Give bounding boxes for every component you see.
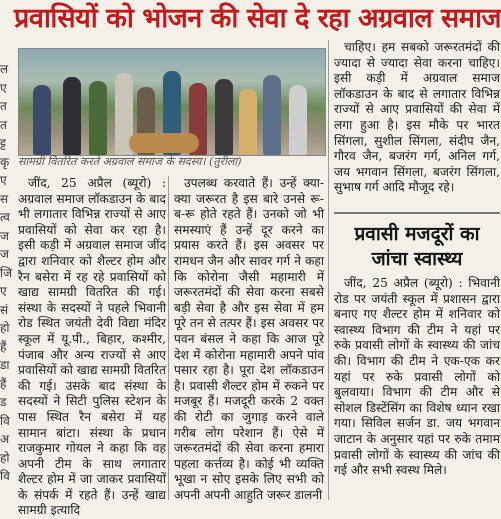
article-text: जींद, 25 अप्रैल (ब्यूरो) : अग्रवाल समाज लॉकडाउन के बाद भी लगातार विभिन्न राज्यों से आए प्रवासियों को सेवा कर रहा है। इसी कड़ी में अग्रवाल समाज जींद द्वारा शनिवार को शैल्टर होम और रैन बसेरा में रह रहे प्रवासियों को खाद्य सामग्री वितरित की गई। संस्था के सदस्यों ने पहले भिवानी रोड स्थित जयंती देवी विद्या मंदिर स्कूल में यू.पी., बिहार, कश्मीर, पंजाब और अन्य राज्यों से आए प्रवासियों को खाद्य सामग्री वितरित की गई। उसके बाद संस्था के सदस्यों ने सिटी पुलिस स्टेशन के पास स्थित रैन बसेरा में यह सामान बांटा। संस्था के प्रधान राजकुमार गोयल ने कहा कि वह अपनी टीम के साथ लगातार शैल्टर होम में जा जाकर प्रवासियों के संपर्क में रहते हैं। उन्हें खाद्य सामग्री इत्यादि <box>18 176 166 518</box>
section-divider <box>334 212 500 214</box>
headline: प्रवासियों को भोजन की सेवा दे रहा अग्रवाल समाज <box>14 3 501 34</box>
article-column-3 <box>334 40 500 195</box>
second-headline: प्रवासी मजदूरों का जांचा स्वास्थ्य <box>354 223 480 270</box>
column-divider <box>168 176 169 500</box>
news-photo <box>18 48 326 156</box>
adjacent-column-text: ल ए त त ट्ट कृ ए स त्व ज ज जि ए सं हो हैं डा हैं ड वि अ हो वि <box>0 62 13 483</box>
photo-caption: सामग्री वितरित करते अग्रवाल समाज के सदस्य। (तुरीला) <box>18 155 242 168</box>
adjacent-column-fragment <box>0 60 14 500</box>
article-text: उपलब्ध करवाते हैं। उन्हें क्या-क्या जरूरत है इस बारे उनसे रू-ब-रू होते रहते हैं। उनको जो भी समस्याएं हैं उन्हें दूर करने का प्रयास करते हैं। इस अवसर पर रामधन जैन और सावर गर्ग ने कहा कि कोरोना जैसी महामारी में जरूरतमंदों की सेवा करना सबसे बड़ी सेवा है और इस सेवा में हम पूरे तन से तत्पर हैं। इस अवसर पर पवन बंसल ने कहा कि आज पूरे देश में कोरोना महामारी अपने पांव पसार रहा है। पूरा देश लॉकडाउन है। प्रवासी शैल्टर होम में रुकने पर मजबूर हैं। मजदूरी करके 2 वक्त की रोटी का जुगाड़ करने वाले गरीब लोग परेशान हैं। ऐसे में जरूरतमंदों की सेवा करना हमारा पहला कर्त्तव्य है। कोई भी व्यक्ति भूखा न सोए इसके लिए सभी को अपनी अपनी आहुति जरूर डालनी <box>174 176 324 502</box>
article-text: जींद, 25 अप्रैल (ब्यूरो) : भिवानी रोड पर जयंती स्कूल में प्रशासन द्वारा बनाए गए शैल्टर होम में शनिवार को स्वास्थ्य विभाग की टीम ने यहां पर रुके प्रवासी लोगों के स्वास्थ्य की जांच की। विभाग की टीम ने एक-एक कर यहां पर रुके प्रवासी लोगों को बुलवाया। विभाग की टीम और से सोशल डिस्टेंसिंग का विशेष ध्यान रखा गया। सिविल सर्जन डा. जय भगवान जाटान के अनुसार यहां पर रुके तमाम प्रवासी लोगों के स्वास्थ्य की जांच की गई और सभी स्वस्थ मिले। <box>334 276 500 478</box>
article-column-2 <box>174 176 324 500</box>
second-article-body <box>334 276 500 500</box>
column-divider <box>328 40 329 500</box>
article-text: चाहिए। हम सबको जरूरतमंदों की ज्यादा से ज्यादा सेवा करना चाहिए। इसी कड़ी में अग्रवाल समाज लॉकडाउन के बाद से लगातार विभिन्न राज्यों से आए प्रवासियों की सेवा में लगा हुआ है। इस मौके पर भारत सिंगला, सुशील सिंगला, संदीप जैन, गौरव जैन, बजरंग गर्ग, अनिल गर्ग, जय भगवान सिंगला, बजरंग सिंगला, सुभाष गर्ग आदि मौजूद रहे। <box>334 40 500 195</box>
article-column-1 <box>18 176 166 518</box>
